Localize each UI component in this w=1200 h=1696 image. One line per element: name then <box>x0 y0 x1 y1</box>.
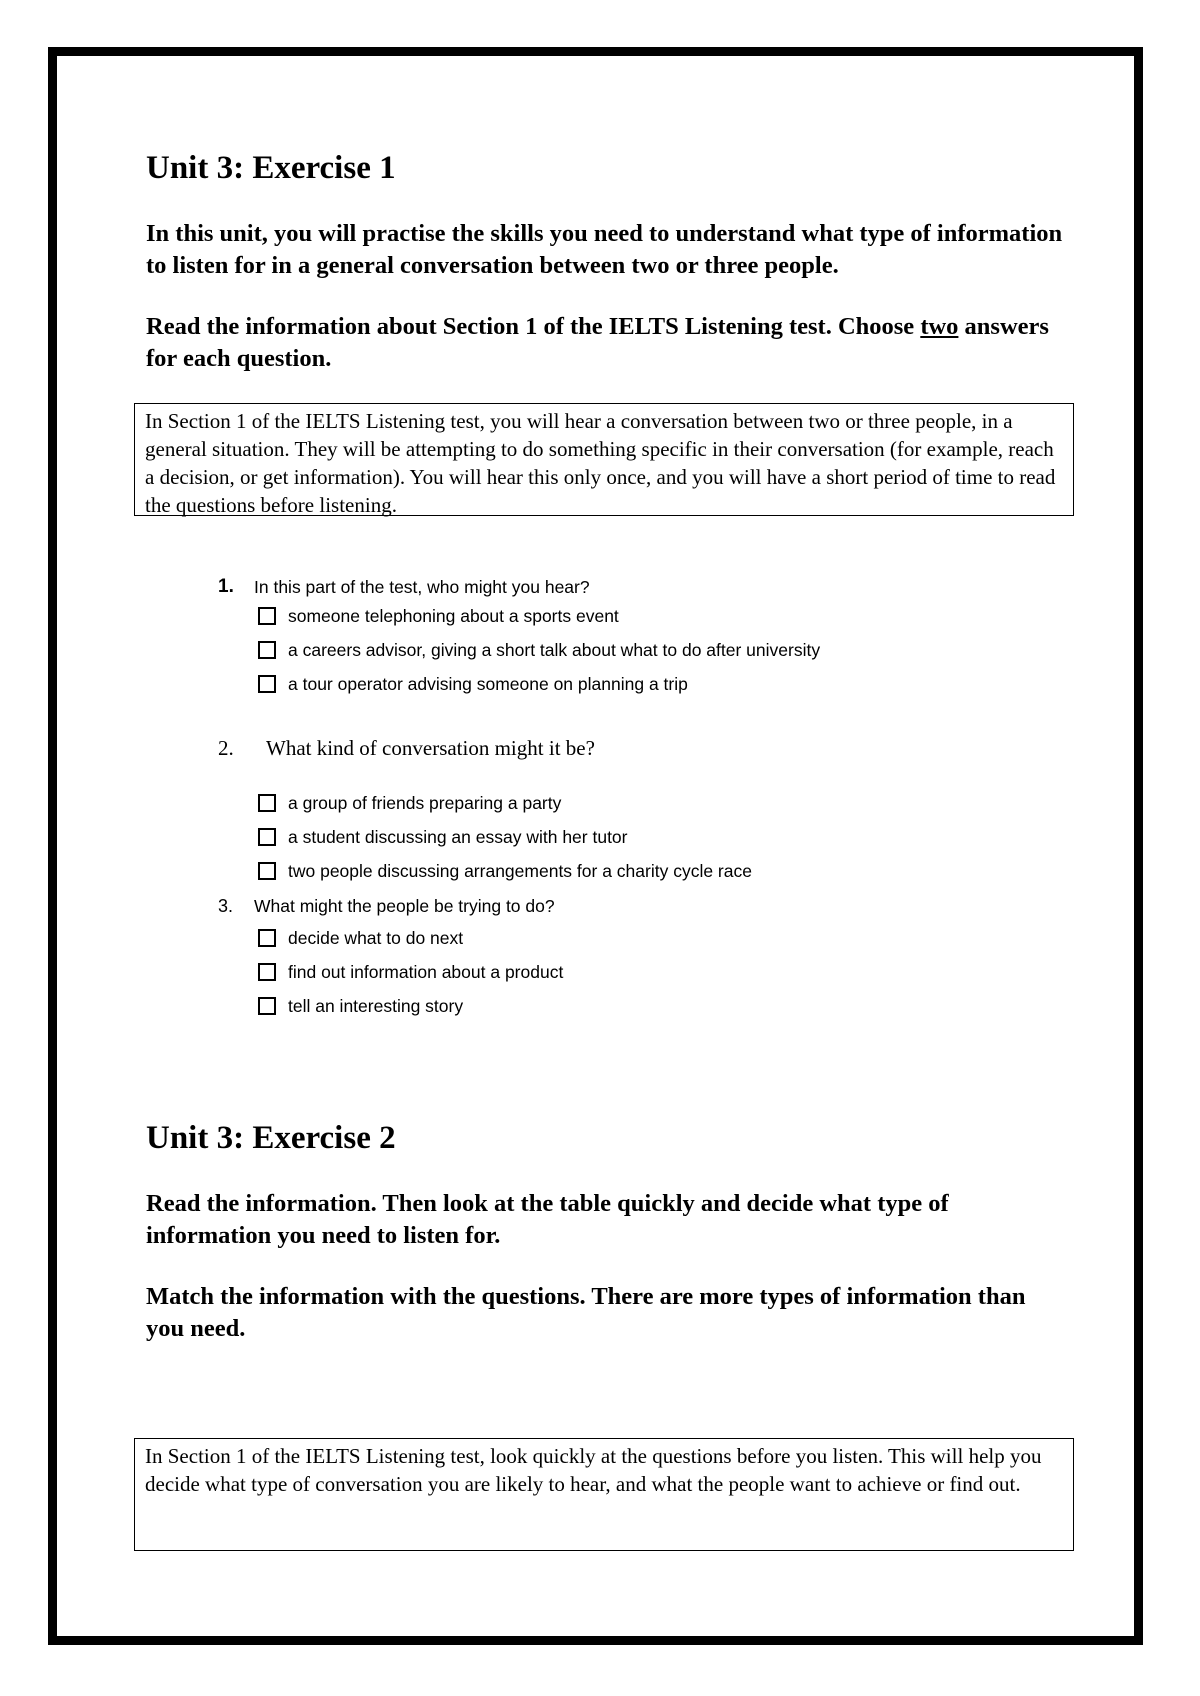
checkbox[interactable] <box>258 862 276 880</box>
checkbox[interactable] <box>258 997 276 1015</box>
question-3-option-2[interactable] <box>258 959 563 985</box>
option-label: tell an interesting story <box>288 996 464 1016</box>
checkbox[interactable] <box>258 963 276 981</box>
option-label: decide what to do next <box>288 928 464 948</box>
question-1-number: 1. <box>218 576 234 597</box>
checkbox[interactable] <box>258 675 276 693</box>
exercise2-instruction-2: Match the information with the questions. There are more types of information than you need. <box>146 1283 1026 1342</box>
question-2-number: 2. <box>218 736 234 760</box>
exercise1-intro: In this unit, you will practise the skills you need to understand what type of information to listen for in a general conversation between two or three people. <box>146 220 1063 279</box>
option-label: a tour operator advising someone on planning a trip <box>288 674 688 694</box>
question-1-option-1[interactable] <box>258 603 619 629</box>
option-label: a careers advisor, giving a short talk about what to do after university <box>288 640 821 660</box>
exercise2-heading: Unit 3: Exercise 2 <box>146 1120 396 1156</box>
checkbox[interactable] <box>258 794 276 812</box>
option-label: two people discussing arrangements for a charity cycle race <box>288 861 752 881</box>
checkbox[interactable] <box>258 607 276 625</box>
option-label: find out information about a product <box>288 962 564 982</box>
question-2-option-1[interactable] <box>258 790 561 816</box>
checkbox[interactable] <box>258 641 276 659</box>
instruction-text-end: answers for each question. <box>146 313 1049 372</box>
checkbox[interactable] <box>258 929 276 947</box>
question-3-number: 3. <box>218 896 234 916</box>
question-1-option-2[interactable] <box>258 637 820 663</box>
exercise1-instruction <box>146 311 1066 375</box>
question-3-option-3[interactable] <box>258 993 463 1019</box>
option-label: a student discussing an essay with her tutor <box>288 827 628 847</box>
exercise2-instruction-1: Read the information. Then look at the table quickly and decide what type of information you need to listen for. <box>146 1190 949 1249</box>
exercise1-info-box: In Section 1 of the IELTS Listening test, you will hear a conversation between two or three people, in a general situation. They will be attempting to do something specific in their conversation (for example, reach a decision, or get information). You will hear this only once, and you will have a short period of time to read the questions before listening. <box>134 403 1074 516</box>
option-label: a group of friends preparing a party <box>288 793 562 813</box>
question-3-option-1[interactable] <box>258 925 463 951</box>
question-1-option-3[interactable] <box>258 671 688 697</box>
question-2-option-2[interactable] <box>258 824 628 850</box>
checkbox[interactable] <box>258 828 276 846</box>
question-3-text: What might the people be trying to do? <box>254 896 555 916</box>
option-label: someone telephoning about a sports event <box>288 606 619 626</box>
instruction-text-start: Read the information about Section 1 of the IELTS Listening test. Choose <box>146 313 921 340</box>
question-2-option-3[interactable] <box>258 858 752 884</box>
exercise2-info-box: In Section 1 of the IELTS Listening test, look quickly at the questions before you listen. This will help you decide what type of conversation you are likely to hear, and what the people want to achieve or find out. <box>134 1438 1074 1551</box>
instruction-underlined-word: two <box>920 313 959 340</box>
exercise1-heading: Unit 3: Exercise 1 <box>146 150 396 186</box>
question-1-text: In this part of the test, who might you hear? <box>254 577 590 597</box>
question-2-text: What kind of conversation might it be? <box>266 736 595 760</box>
